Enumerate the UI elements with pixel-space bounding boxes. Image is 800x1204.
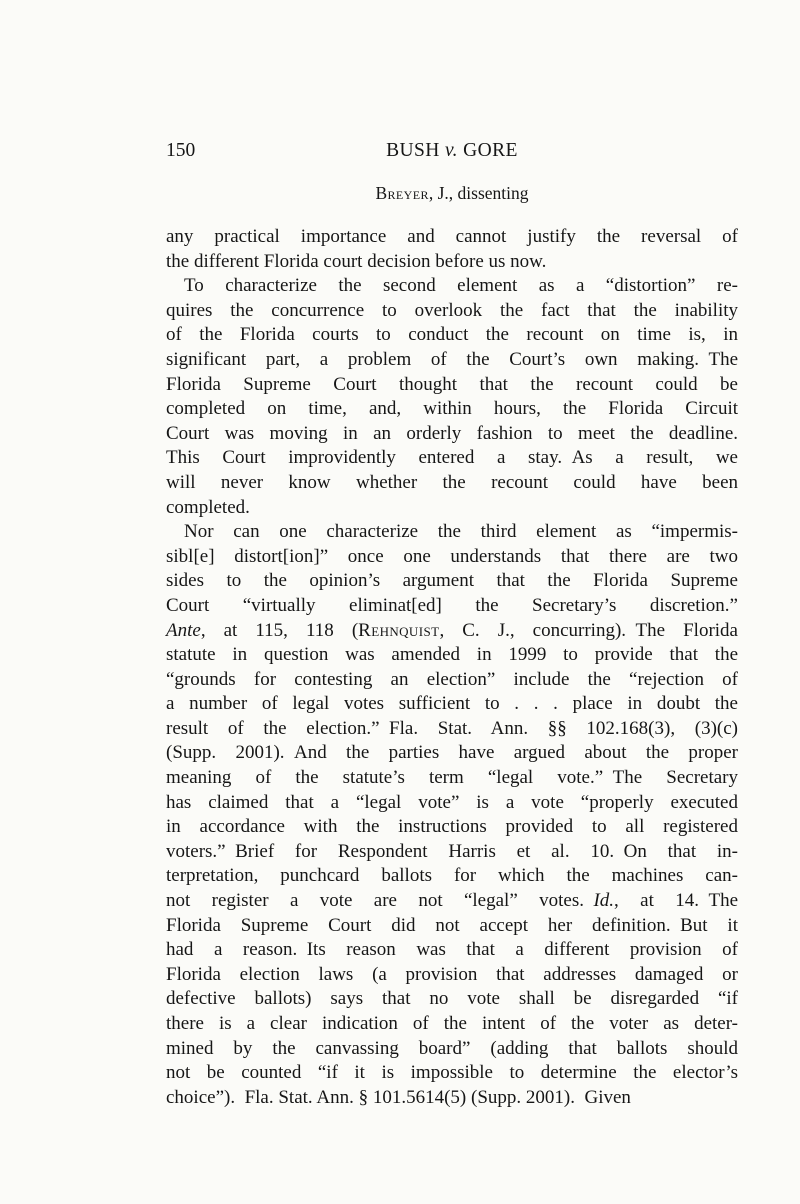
text-line: [166, 668, 738, 693]
text-line: [166, 397, 738, 422]
text-segment: , at 14. The: [614, 890, 738, 912]
text-segment: choice”). Fla. Stat. Ann. § 101.5614(5) (Supp. 2001). Given: [166, 1086, 631, 1108]
paragraph: [166, 520, 738, 1110]
text-line: [166, 717, 738, 742]
text-line: [166, 496, 738, 521]
text-segment: Rehnquist: [358, 619, 440, 641]
text-segment: defective ballots) says that no vote shall be disregarded “if: [166, 988, 738, 1010]
text-segment: the different Florida court decision before us now.: [166, 250, 547, 272]
text-segment: Id.: [593, 890, 615, 912]
running-header: [166, 140, 738, 164]
text-line: [166, 840, 738, 865]
text-segment: This Court improvidently entered a stay. As a result, we: [166, 447, 738, 469]
text-line: [166, 1086, 738, 1111]
opinion-body: [166, 225, 738, 1110]
text-line: [166, 545, 738, 570]
text-line: [166, 446, 738, 471]
text-segment: mined by the canvassing board” (adding that ballots should: [166, 1037, 738, 1059]
text-segment: Breyer: [375, 183, 429, 203]
text-segment: Ante: [166, 619, 201, 641]
text-line: [166, 594, 738, 619]
text-line: [166, 225, 738, 250]
text-segment: v.: [445, 140, 458, 161]
text-segment: not be counted “if it is impossible to determine the elector’s: [166, 1062, 738, 1084]
text-segment: , at 115, 118 (: [200, 619, 359, 641]
text-line: [166, 692, 738, 717]
text-line: [166, 864, 738, 889]
text-segment: Florida Supreme Court did not accept her definition. But it: [166, 914, 738, 936]
text-segment: sibl[e] distort[ion]” once one understands that there are two: [166, 545, 738, 567]
text-line: [166, 299, 738, 324]
page-number: 150: [166, 140, 196, 161]
text-line: [166, 791, 738, 816]
text-line: [166, 889, 738, 914]
text-segment: completed on time, and, within hours, the Florida Circuit: [166, 398, 738, 420]
text-segment: Court was moving in an orderly fashion to meet the deadline.: [166, 422, 738, 444]
text-line: [166, 471, 738, 496]
text-segment: has claimed that a “legal vote” is a vote “properly executed: [166, 791, 738, 813]
text-segment: had a reason. Its reason was that a different provision of: [166, 939, 738, 961]
text-segment: , J., dissenting: [428, 183, 529, 203]
text-segment: , C. J., concurring). The Florida: [439, 619, 738, 641]
text-line: [166, 569, 738, 594]
text-line: [166, 643, 738, 668]
text-segment: To characterize the second element as a “distortion” re-: [184, 275, 738, 297]
text-segment: Nor can one characterize the third element as “impermis-: [184, 521, 738, 543]
text-segment: BUSH: [386, 140, 446, 161]
text-line: [166, 323, 738, 348]
text-line: [166, 766, 738, 791]
paragraph: [166, 274, 738, 520]
text-segment: Florida Supreme Court thought that the recount could be: [166, 373, 738, 395]
opinion-heading: [166, 183, 738, 204]
text-line: [166, 373, 738, 398]
text-segment: significant part, a problem of the Court’s own making. The: [166, 348, 738, 370]
text-segment: any practical importance and cannot justify the reversal of: [166, 226, 738, 247]
text-line: [166, 619, 738, 644]
text-segment: a number of legal votes sufficient to . . . place in doubt the: [166, 693, 738, 715]
text-line: [166, 938, 738, 963]
text-segment: statute in question was amended in 1999 to provide that the: [166, 644, 738, 666]
text-segment: quires the concurrence to overlook the fact that the inability: [166, 299, 738, 321]
text-segment: will never know whether the recount could have been: [166, 471, 738, 493]
text-segment: sides to the opinion’s argument that the Florida Supreme: [166, 570, 738, 592]
case-title: [166, 140, 738, 162]
text-segment: terpretation, punchcard ballots for which the machines can-: [166, 865, 738, 887]
text-line: [166, 520, 738, 545]
paragraph: [166, 225, 738, 274]
text-segment: not register a vote are not “legal” votes.: [166, 890, 594, 912]
text-line: [166, 1012, 738, 1037]
text-segment: Florida election laws (a provision that addresses damaged or: [166, 963, 738, 985]
text-segment: in accordance with the instructions provided to all registered: [166, 816, 738, 838]
text-line: [166, 348, 738, 373]
text-segment: completed.: [166, 496, 250, 518]
text-segment: (Supp. 2001). And the parties have argued about the proper: [166, 742, 738, 764]
text-line: [166, 1061, 738, 1086]
text-line: [166, 422, 738, 447]
text-segment: GORE: [457, 140, 518, 161]
text-segment: result of the election.” Fla. Stat. Ann. §§ 102.168(3), (3)(c): [166, 717, 738, 739]
text-line: [166, 1037, 738, 1062]
text-line: [166, 815, 738, 840]
text-segment: voters.” Brief for Respondent Harris et al. 10. On that in-: [166, 840, 738, 862]
text-segment: Court “virtually eliminat[ed] the Secretary’s discretion.”: [166, 594, 738, 616]
text-line: [166, 963, 738, 988]
text-line: [166, 914, 738, 939]
text-line: [166, 274, 738, 299]
text-segment: meaning of the statute’s term “legal vote.” The Secretary: [166, 767, 738, 789]
text-line: [166, 987, 738, 1012]
text-segment: “grounds for contesting an election” include the “rejection of: [166, 668, 738, 690]
text-line: [166, 741, 738, 766]
text-line: [166, 250, 738, 275]
text-segment: of the Florida courts to conduct the recount on time is, in: [166, 324, 738, 346]
text-segment: there is a clear indication of the intent of the voter as deter-: [166, 1013, 738, 1034]
